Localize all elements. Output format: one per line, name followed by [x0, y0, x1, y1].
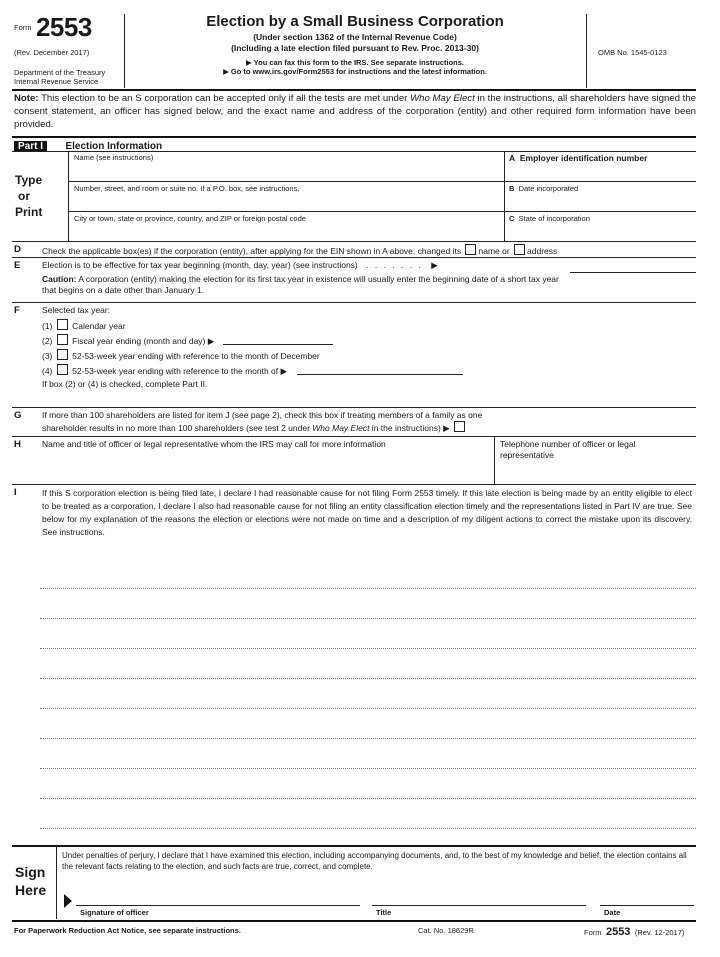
omb-number: OMB No. 1545-0123	[598, 48, 667, 57]
tax-year-option-1: (1) Calendar year	[42, 321, 126, 331]
form-number: 2553	[35, 12, 92, 42]
form-label: Form	[14, 23, 32, 32]
signature-label: Signature of officer	[80, 908, 149, 917]
form-subtitle-1: (Under section 1362 of the Internal Revenue Code)	[253, 32, 457, 42]
irs-line: Internal Revenue Service	[14, 77, 99, 86]
week-year-december-checkbox[interactable]	[57, 349, 68, 360]
city-field-label: City or town, state or province, country, and ZIP or foreign postal code	[74, 214, 306, 223]
form-subtitle-2: (Including a late election filed pursuant to Rev. Proc. 2013-30)	[231, 43, 479, 53]
paperwork-notice: For Paperwork Reduction Act Notice, see separate instructions.	[14, 926, 241, 935]
title-label: Title	[376, 908, 392, 917]
footer-form-id: Form 2553 (Rev. 12-2017)	[584, 926, 685, 938]
note-label: Note:	[14, 93, 39, 104]
name-field[interactable]	[70, 163, 502, 180]
officer-phone-field[interactable]	[498, 464, 694, 482]
week-year-month-checkbox[interactable]	[57, 364, 68, 375]
date-incorporated-field[interactable]	[506, 194, 696, 210]
date-incorporated-label: B Date incorporated	[509, 184, 579, 193]
line-f-note: If box (2) or (4) is checked, complete Part II.	[42, 379, 208, 389]
address-change-checkbox[interactable]	[514, 244, 525, 255]
line-h-letter: H	[14, 439, 21, 450]
calendar-year-checkbox[interactable]	[57, 319, 68, 330]
name-change-checkbox[interactable]	[465, 244, 476, 255]
state-incorporation-label: C State of incorporation	[509, 214, 590, 223]
name-field-label: Name (see instructions)	[74, 153, 154, 162]
title-field[interactable]	[372, 890, 586, 904]
line-g-letter: G	[14, 410, 22, 421]
part-1-label: Part I	[14, 141, 47, 152]
tax-year-option-4: (4) 52-53-week year ending with reference to the month of ▶	[42, 364, 463, 377]
date-label: Date	[604, 908, 621, 917]
effective-date-field[interactable]	[570, 259, 696, 273]
city-field[interactable]	[70, 224, 502, 240]
department-line: Department of the Treasury	[14, 68, 106, 77]
perjury-declaration: Under penalties of perjury, I declare that I have examined this election, including accompanying documents, and, to the best of my knowledge and belief, the election contains all the relevant facts relating to the election, and such facts are true, correct, and complete.	[62, 851, 687, 871]
part-1-title: Election Information	[65, 141, 163, 152]
signature-arrow	[64, 894, 72, 908]
line-i-letter: I	[14, 487, 17, 498]
signature-field[interactable]	[76, 890, 360, 904]
late-election-explanation-field[interactable]	[40, 570, 696, 842]
note-paragraph: Note: This election to be an S corporation can be accepted only if all the tests are met under Who May Elect in the instructions, all shareholders have signed the consent statement, an officer has signed below, and the exact name and address of the corporation (entity) and other required form information have been provided.	[14, 93, 697, 130]
date-field[interactable]	[600, 890, 694, 904]
line-i-text: If this S corporation election is being filed late, I declare I had reasonable cause for not filing Form 2553 timely. If this late election is being made by an entity eligible to elect to be treated as a corporation, I declare I also had reasonable cause for not filing an entity classification election timely and the representations listed in Part IV are true. See below for my explanation of the reasons the election or elections were not made on time and a description of my diligent actions to correct the mistake upon its discovery. See instructions.	[42, 488, 692, 537]
form-number-block	[14, 12, 122, 43]
ein-field[interactable]	[506, 164, 696, 180]
street-field-label: Number, street, and room or suite no. If a P.O. box, see instructions.	[74, 184, 300, 193]
week-year-month-field[interactable]	[297, 374, 463, 375]
tax-year-option-3: (3) 52-53-week year ending with reference to the month of December	[42, 351, 320, 361]
family-shareholder-checkbox[interactable]	[454, 421, 465, 432]
type-or-print: Type or Print	[15, 173, 43, 219]
website-instruction: ▶ Go to www.irs.gov/Form2553 for instructions and the latest information.	[223, 67, 487, 76]
fax-instruction: ▶ You can fax this form to the IRS. See separate instructions.	[245, 58, 465, 67]
line-e-letter: E	[14, 260, 21, 271]
ein-label: A Employer identification number	[509, 153, 648, 163]
revision-date: (Rev. December 2017)	[14, 48, 90, 57]
state-incorporation-field[interactable]	[506, 224, 696, 240]
sign-here-label: Sign Here	[15, 864, 47, 898]
line-f-letter: F	[14, 305, 20, 316]
line-e-text: Election is to be effective for tax year beginning (month, day, year) (see instructions) . . . . . . . ▶	[42, 260, 438, 270]
line-h-text: Name and title of officer or legal representative whom the IRS may call for more information	[42, 439, 386, 449]
officer-name-field[interactable]	[42, 452, 492, 482]
line-d-text: Check the applicable box(es) if the corporation (entity), after applying for the EIN shown in A above, changed its name or address	[42, 246, 558, 256]
catalog-number: Cat. No. 18629R	[418, 926, 474, 935]
line-d-letter: D	[14, 244, 21, 255]
line-g-text: If more than 100 shareholders are listed for item J (see page 2), check this box if treating members of a family as one shareholder results in no more than 100 shareholders (see test 2 under Who May Elect in the instructions) ▶	[42, 410, 483, 433]
line-f-heading: Selected tax year:	[42, 305, 111, 315]
fiscal-year-checkbox[interactable]	[57, 334, 68, 345]
street-field[interactable]	[70, 194, 502, 210]
caution-text: Caution: A corporation (entity) making the election for its first tax year in existence will usually enter the beginning date of a short tax year that begins on a date other than January 1.	[42, 274, 559, 295]
fiscal-year-end-field[interactable]	[223, 344, 333, 345]
tax-year-option-2: (2) Fiscal year ending (month and day) ▶	[42, 334, 333, 347]
form-title: Election by a Small Business Corporation	[206, 13, 504, 30]
officer-phone-label: Telephone number of officer or legal representative	[500, 439, 636, 460]
